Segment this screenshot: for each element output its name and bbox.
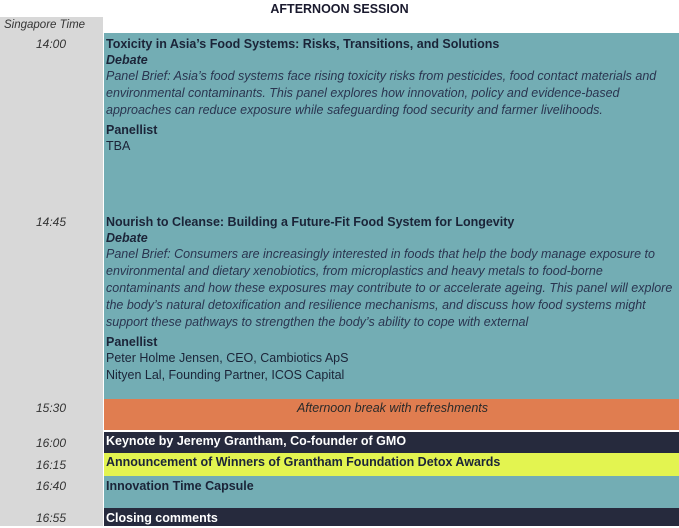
session-1 (106, 36, 679, 214)
capsule-row (104, 476, 679, 508)
session-title: Nourish to Cleanse: Building a Future-Fit Food System for Longevity (106, 215, 515, 229)
panellist-name: Nityen Lal, Founding Partner, ICOS Capital (106, 368, 345, 382)
time-keynote: 16:00 (36, 436, 67, 450)
capsule-label: Innovation Time Capsule (106, 479, 254, 493)
panel-brief: Panel Brief: Consumers are increasingly interested in foods that help the body manage exposure to environmental and dietary xenobiotics, from microplastics and heavy metals to food-borne contaminants and how these exposures may contribute to or accelerate ageing. This panel will explore the body’s natural detoxification and resilience mechanisms, and discuss how food systems might support these pathways to strengthen the body’s ability to cope with external (106, 247, 673, 329)
announcement-row (104, 453, 679, 476)
session-block-teal (104, 33, 679, 399)
session-format: Debate (106, 53, 148, 67)
time-capsule: 16:40 (36, 479, 67, 493)
session-2 (106, 214, 679, 384)
panellist-label: Panellist (106, 335, 158, 349)
panellist-label: Panellist (106, 123, 158, 137)
time-session-2: 14:45 (36, 215, 67, 229)
break-label: Afternoon break with refreshments (296, 401, 489, 415)
break-row (104, 399, 679, 430)
closing-label: Closing comments (106, 511, 218, 525)
keynote-label: Keynote by Jeremy Grantham, Co-founder of GMO (106, 434, 407, 448)
panellist-name: Peter Holme Jensen, CEO, Cambiotics ApS (106, 351, 349, 365)
time-closing: 16:55 (36, 511, 67, 525)
time-announcement: 16:15 (36, 458, 67, 472)
panel-brief: Panel Brief: Asia’s food systems face rising toxicity risks from pesticides, food contact materials and environmental contaminants. This panel explores how innovation, policy and evidence-based approaches can reduce exposure while safeguarding food security and farmer livelihoods. (106, 69, 657, 117)
time-column (0, 33, 103, 526)
panellist-name: TBA (106, 139, 131, 153)
timezone-label: Singapore Time (0, 17, 103, 33)
keynote-row (104, 432, 679, 453)
session-title: Toxicity in Asia’s Food Systems: Risks, Transitions, and Solutions (106, 37, 500, 51)
session-format: Debate (106, 231, 148, 245)
time-break: 15:30 (36, 401, 67, 415)
time-session-1: 14:00 (36, 37, 67, 51)
closing-row (104, 508, 679, 526)
announcement-label: Announcement of Winners of Grantham Foundation Detox Awards (106, 455, 501, 469)
session-header: AFTERNOON SESSION (270, 2, 409, 16)
